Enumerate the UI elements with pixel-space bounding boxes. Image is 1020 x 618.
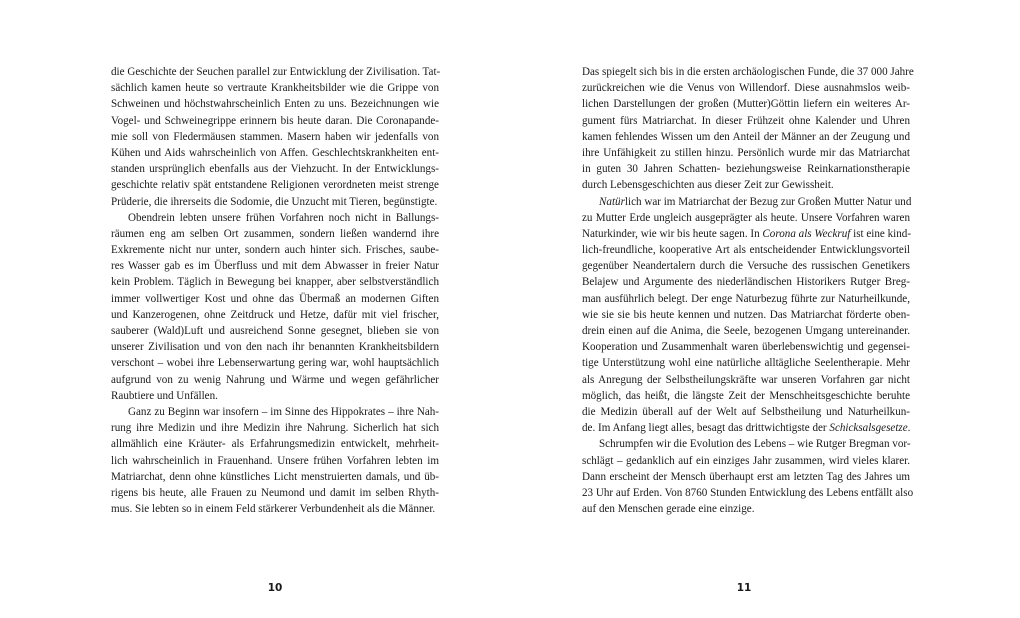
text-line: aufgrund von zu wenig Nahrung und Wärme und wegen gefährlicher	[111, 373, 439, 386]
text-line: lich wahrscheinlich in Frauenhand. Unsere frühen Vorfahren lebten im	[111, 454, 439, 467]
text-line: verschont – wobei ihre Lebenserwartung gering war, wohl hauptsächlich	[111, 357, 439, 370]
text-line: zu Mutter Erde ungleich ausgeprägter als heute. Unsere Vorfahren waren	[582, 211, 910, 224]
right-page	[510, 0, 1020, 618]
text-line	[582, 226, 910, 242]
text-segment: .	[907, 422, 911, 435]
text-line: Raubtiere und Unfällen.	[111, 389, 218, 402]
text-line: möglich, das heißt, die längste Zeit der Menschheitsgeschichte beruhte	[582, 389, 910, 402]
text-line: Kühen und Aids wahrscheinlich von Affen. Geschlechtskrankheiten ent-	[111, 146, 439, 159]
text-line: räumen eng am selben Ort zusammen, sondern ließen wandernd ihre	[111, 227, 439, 240]
text-line: Obendrein lebten unsere frühen Vorfahren noch nicht in Ballungs-	[128, 211, 439, 224]
text-line: mus. Sie lebten so in einem Feld stärkerer Verbundenheit als die Männer.	[111, 503, 436, 516]
text-line: zurückreichen wie die Venus von Willendorf. Diese ausnahmslos weib-	[582, 82, 910, 95]
page-number: 10	[267, 582, 283, 594]
text-line: Vogel- und Schweinegrippe erinnern bis heute daran. Die Coronapande-	[111, 114, 439, 127]
text-line	[582, 194, 910, 210]
text-line: als Anregung der Selbstheilungskräfte war unseren Vorfahren gar nicht	[582, 373, 910, 386]
text-line: ihre Unfähigkeit zu stillen hinzu. Persönlich wurde mir das Matriarchat	[582, 146, 910, 159]
text-line: Prüderie, die ihrerseits die Sodomie, die Unzucht mit Tieren, begünstigte.	[111, 195, 438, 208]
text-line: rigens bis heute, alle Frauen zu Neumond und damit im selben Rhyth-	[111, 486, 439, 499]
italic-segment: Schicksalsgesetze	[829, 422, 908, 435]
text-line: gument fürs Matriarchat. In dieser Frühzeit ohne Kalender und Uhren	[582, 114, 910, 127]
text-line: geschichte relativ spät entstandene Religionen verordneten meist strenge	[111, 179, 439, 192]
text-line: wie sie sie bis heute kennen und nutzen. Das Matriarchat förderte oben-	[582, 308, 910, 321]
page-number: 11	[736, 582, 752, 594]
text-line	[582, 420, 910, 436]
text-segment: lich war im Matriarchat der Bezug zur Großen Mutter Natur und	[624, 195, 912, 208]
text-line: rung ihre Medizin und ihre Medizin ihre Nahrung. Sicherlich hat sich	[111, 422, 439, 435]
text-line: sächlich kamen heute so vertraute Krankheitsbilder wie die Grippe von	[111, 82, 439, 95]
text-line: Kooperation und Zusammenhalt waren überlebenswichtig und gegensei-	[582, 341, 910, 354]
text-line: lichen Darstellungen der großen (Mutter)Göttin liefern ein weiteres Ar-	[582, 98, 910, 111]
text-line: lich-freundliche, kooperative Art als entscheidender Entwicklungsvorteil	[582, 244, 910, 257]
text-line: Das spiegelt sich bis in die ersten archäologischen Funde, die 37 000 Jahre	[582, 66, 914, 78]
text-line: Matriarchat, denn ohne künstliches Licht menstruierten damals, und üb-	[111, 470, 439, 483]
text-line: die Geschichte der Seuchen parallel zur Entwicklung der Zivilisation. Tat-	[111, 66, 441, 78]
text-line: die Medizin überall auf der Welt auf Selbstheilung und Naturheilkun-	[582, 405, 910, 418]
right-page-text	[582, 64, 914, 517]
text-line: tige Unterstützung wohl eine natürliche alltägliche Seelentherapie. Mehr	[582, 357, 910, 370]
text-line: kein Problem. Täglich in Bewegung bei knapper, aber selbstverständlich	[111, 276, 439, 289]
text-line: und Kanzerogenen, ohne Zeitdruck und Hetze, dafür mit viel frischer,	[111, 308, 439, 321]
text-line: kamen fehlendes Wissen um den Anteil der Männer an der Zeugung und	[582, 130, 910, 143]
text-line: Belajew und Argumente des niederländischen Historikers Rutger Breg-	[582, 276, 910, 289]
text-line: Schweinen und höchstwahrscheinlich Enten zu uns. Bezeichnungen wie	[111, 98, 439, 111]
text-line: auf den Menschen gerade eine einzige.	[582, 503, 755, 516]
italic-segment: Corona als Weckruf	[762, 227, 851, 240]
left-page-text	[111, 64, 439, 517]
text-line: gegenüber Neandertalern durch die Versuche des russischen Genetikers	[582, 260, 910, 273]
text-line: Dann erscheint der Mensch überhaupt erst am letzten Tag des Jahres um	[582, 470, 910, 483]
text-line: immer vollwertiger Kost und ohne das Übermaß an modernen Giften	[111, 292, 439, 305]
text-line: Schrumpfen wir die Evolution des Lebens – wie Rutger Bregman vor-	[599, 438, 911, 451]
text-line: schlägt – gedanklich auf ein einziges Jahr zusammen, wird vieles klarer.	[582, 454, 910, 467]
text-line: 23 Uhr auf Erden. Von 8760 Stunden Entwicklung des Lebens entfällt also	[582, 486, 914, 499]
text-segment: ist eine kind-	[850, 227, 912, 240]
text-line: Ganz zu Beginn war insofern – im Sinne des Hippokrates – ihre Nah-	[128, 405, 439, 418]
text-segment: de. Im Anfang liegt alles, besagt das drittwichtigste der	[582, 422, 830, 435]
text-line: durch Lebensgeschichten aus dieser Zeit zur Gewissheit.	[582, 179, 834, 192]
text-segment: Naturkinder, wie wir bis heute sagen. In	[582, 227, 763, 240]
text-line: Exkremente nicht nur unter, sondern auch hinter sich. Frisches, saube-	[111, 244, 439, 257]
text-line: res Wasser gab es im Überfluss und mit dem Abwasser in freier Natur	[111, 260, 439, 273]
text-line: in guten 30 Jahren Schatten- beziehungsweise Reinkarnationstherapie	[582, 163, 910, 176]
text-line: sauberer (Wald)Luft und ausreichend Sonne gesegnet, blieben sie von	[111, 325, 439, 337]
text-line: standen ursprünglich ebenfalls aus der Viehzucht. In der Entwicklungs-	[111, 163, 439, 176]
text-line: drein einen auf die Anima, die Seele, bezogenen Umgang untereinander.	[582, 325, 910, 337]
italic-segment: Natür	[599, 195, 625, 208]
text-line: unserer Zivilisation und von den nach ihr benannten Krankheitsbildern	[111, 341, 439, 354]
text-line: mie soll von Fledermäusen stammen. Masern haben wir jedenfalls von	[111, 130, 439, 143]
text-line: allmählich eine Kräuter- als Erfahrungsmedizin entwickelt, mehrheit-	[111, 438, 439, 451]
text-line: man ausführlich belegt. Der enge Naturbezug führte zur Naturheilkunde,	[582, 292, 910, 305]
